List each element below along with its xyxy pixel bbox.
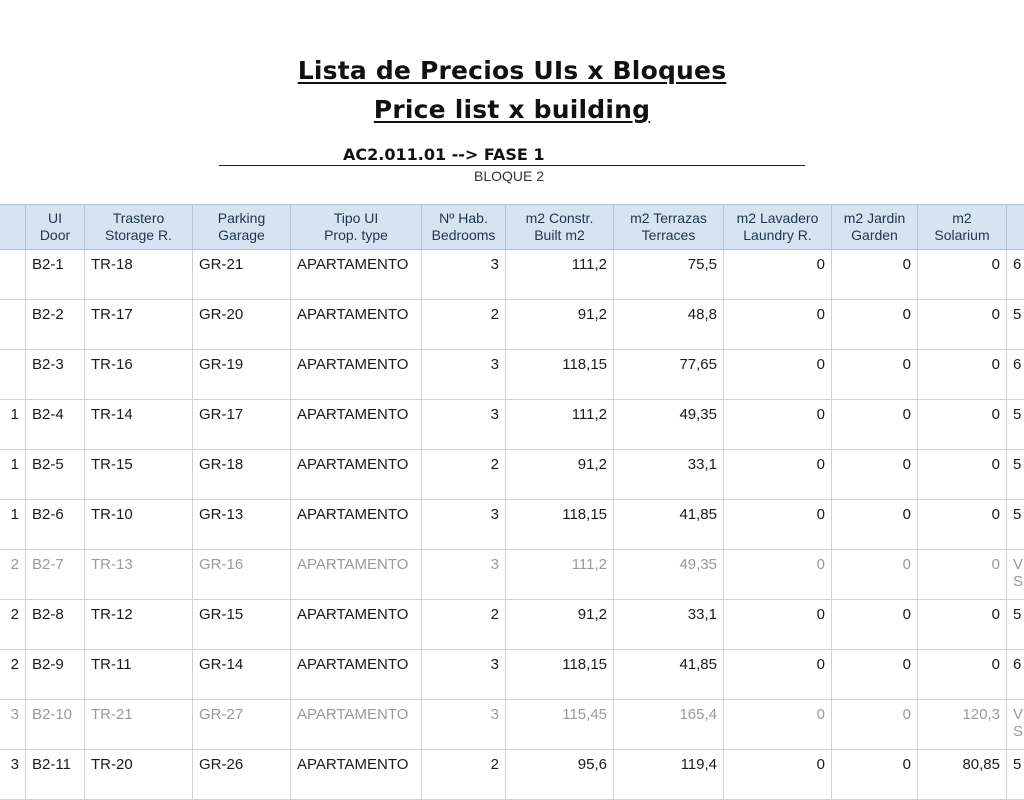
column-header-label: Nº Hab. xyxy=(422,210,505,227)
cell-laundry: 0 xyxy=(724,500,832,550)
cell-terraces: 33,1 xyxy=(614,600,724,650)
column-header-sublabel: Built m2 xyxy=(506,227,613,244)
column-header-door xyxy=(26,205,85,250)
cell-laundry: 0 xyxy=(724,300,832,350)
cell-storage: TR-12 xyxy=(85,600,193,650)
cell-laundry: 0 xyxy=(724,750,832,800)
block-label: BLOQUE 2 xyxy=(474,168,544,184)
cell-built: 111,2 xyxy=(506,250,614,300)
cell-tail-line1: 5 xyxy=(1013,606,1024,623)
cell-lead xyxy=(0,350,26,400)
cell-parking: GR-19 xyxy=(193,350,291,400)
cell-tail xyxy=(1007,450,1024,500)
table-row xyxy=(0,750,1024,800)
column-header-sublabel: Door xyxy=(26,227,84,244)
cell-bedrooms: 3 xyxy=(422,500,506,550)
cell-lead: 3 xyxy=(0,750,26,800)
cell-laundry: 0 xyxy=(724,700,832,750)
column-header-label: UI xyxy=(26,210,84,227)
cell-laundry: 0 xyxy=(724,650,832,700)
cell-garden: 0 xyxy=(832,250,918,300)
cell-solarium: 0 xyxy=(918,300,1007,350)
cell-storage: TR-10 xyxy=(85,500,193,550)
cell-lead xyxy=(0,300,26,350)
cell-tail-line1: V xyxy=(1013,706,1024,723)
cell-tail-line1: 6 xyxy=(1013,256,1024,273)
cell-solarium: 120,3 xyxy=(918,700,1007,750)
cell-parking: GR-15 xyxy=(193,600,291,650)
cell-parking: GR-18 xyxy=(193,450,291,500)
cell-garden: 0 xyxy=(832,700,918,750)
cell-storage: TR-16 xyxy=(85,350,193,400)
column-header-sublabel: Bedrooms xyxy=(422,227,505,244)
cell-bedrooms: 2 xyxy=(422,450,506,500)
cell-bedrooms: 2 xyxy=(422,750,506,800)
cell-built: 111,2 xyxy=(506,400,614,450)
cell-type: APARTAMENTO xyxy=(291,700,422,750)
column-header-sublabel: Garden xyxy=(832,227,917,244)
cell-terraces: 33,1 xyxy=(614,450,724,500)
column-header-type xyxy=(291,205,422,250)
cell-lead: 1 xyxy=(0,500,26,550)
cell-lead xyxy=(0,250,26,300)
cell-built: 118,15 xyxy=(506,500,614,550)
cell-storage: TR-11 xyxy=(85,650,193,700)
cell-garden: 0 xyxy=(832,550,918,600)
cell-tail-line1: 5 xyxy=(1013,406,1024,423)
table-row xyxy=(0,400,1024,450)
column-header-sublabel: Storage R. xyxy=(85,227,192,244)
cell-tail-line2: S xyxy=(1013,723,1024,740)
cell-laundry: 0 xyxy=(724,400,832,450)
cell-parking: GR-21 xyxy=(193,250,291,300)
cell-solarium: 0 xyxy=(918,650,1007,700)
cell-type: APARTAMENTO xyxy=(291,650,422,700)
cell-built: 118,15 xyxy=(506,650,614,700)
cell-storage: TR-18 xyxy=(85,250,193,300)
cell-parking: GR-14 xyxy=(193,650,291,700)
cell-door: B2-2 xyxy=(26,300,85,350)
cell-type: APARTAMENTO xyxy=(291,300,422,350)
cell-tail-line1: V xyxy=(1013,556,1024,573)
column-header-sublabel: Terraces xyxy=(614,227,723,244)
column-header-label: m2 xyxy=(918,210,1006,227)
cell-lead: 1 xyxy=(0,450,26,500)
cell-solarium: 0 xyxy=(918,400,1007,450)
cell-door: B2-4 xyxy=(26,400,85,450)
table-row xyxy=(0,650,1024,700)
cell-parking: GR-17 xyxy=(193,400,291,450)
document-title-english: Price list x building xyxy=(0,95,1024,124)
column-header-label: m2 Terrazas xyxy=(614,210,723,227)
cell-terraces: 48,8 xyxy=(614,300,724,350)
column-header-sublabel: Prop. type xyxy=(291,227,421,244)
cell-built: 91,2 xyxy=(506,450,614,500)
cell-door: B2-1 xyxy=(26,250,85,300)
cell-type: APARTAMENTO xyxy=(291,450,422,500)
cell-laundry: 0 xyxy=(724,600,832,650)
cell-storage: TR-17 xyxy=(85,300,193,350)
table-row xyxy=(0,300,1024,350)
table-body xyxy=(0,250,1024,800)
cell-laundry: 0 xyxy=(724,450,832,500)
cell-tail-line1: 5 xyxy=(1013,756,1024,773)
cell-type: APARTAMENTO xyxy=(291,250,422,300)
cell-garden: 0 xyxy=(832,600,918,650)
column-header-laundry xyxy=(724,205,832,250)
cell-built: 91,2 xyxy=(506,600,614,650)
column-header-sublabel: Laundry R. xyxy=(724,227,831,244)
column-header-label: Parking xyxy=(193,210,290,227)
table-header-row xyxy=(0,205,1024,250)
cell-tail xyxy=(1007,650,1024,700)
cell-garden: 0 xyxy=(832,300,918,350)
cell-door: B2-8 xyxy=(26,600,85,650)
cell-lead: 2 xyxy=(0,650,26,700)
cell-parking: GR-20 xyxy=(193,300,291,350)
cell-bedrooms: 3 xyxy=(422,550,506,600)
cell-storage: TR-14 xyxy=(85,400,193,450)
document-title-spanish: Lista de Precios UIs x Bloques xyxy=(0,56,1024,85)
column-header-bedrooms xyxy=(422,205,506,250)
cell-door: B2-5 xyxy=(26,450,85,500)
cell-type: APARTAMENTO xyxy=(291,750,422,800)
cell-tail xyxy=(1007,500,1024,550)
cell-garden: 0 xyxy=(832,450,918,500)
table-row xyxy=(0,700,1024,750)
price-table xyxy=(0,204,1024,800)
cell-storage: TR-20 xyxy=(85,750,193,800)
column-header-sublabel: Garage xyxy=(193,227,290,244)
cell-lead: 2 xyxy=(0,550,26,600)
cell-lead: 1 xyxy=(0,400,26,450)
cell-bedrooms: 3 xyxy=(422,700,506,750)
cell-bedrooms: 3 xyxy=(422,350,506,400)
table-row xyxy=(0,550,1024,600)
cell-tail-line2: S xyxy=(1013,573,1024,590)
cell-garden: 0 xyxy=(832,500,918,550)
column-header-parking xyxy=(193,205,291,250)
cell-built: 111,2 xyxy=(506,550,614,600)
cell-solarium: 0 xyxy=(918,350,1007,400)
column-header-label: m2 Constr. xyxy=(506,210,613,227)
cell-laundry: 0 xyxy=(724,350,832,400)
cell-terraces: 49,35 xyxy=(614,550,724,600)
column-header-label: Tipo UI xyxy=(291,210,421,227)
cell-door: B2-10 xyxy=(26,700,85,750)
cell-storage: TR-13 xyxy=(85,550,193,600)
cell-terraces: 77,65 xyxy=(614,350,724,400)
cell-solarium: 0 xyxy=(918,250,1007,300)
cell-solarium: 80,85 xyxy=(918,750,1007,800)
cell-terraces: 41,85 xyxy=(614,650,724,700)
cell-tail xyxy=(1007,300,1024,350)
cell-bedrooms: 3 xyxy=(422,650,506,700)
column-header-label: Trastero xyxy=(85,210,192,227)
table-row xyxy=(0,450,1024,500)
cell-solarium: 0 xyxy=(918,450,1007,500)
cell-built: 91,2 xyxy=(506,300,614,350)
cell-door: B2-11 xyxy=(26,750,85,800)
cell-bedrooms: 2 xyxy=(422,300,506,350)
column-header-lead xyxy=(0,205,26,250)
cell-tail xyxy=(1007,750,1024,800)
cell-laundry: 0 xyxy=(724,550,832,600)
cell-tail-line1: 6 xyxy=(1013,656,1024,673)
cell-garden: 0 xyxy=(832,750,918,800)
phase-divider xyxy=(219,165,805,166)
cell-terraces: 119,4 xyxy=(614,750,724,800)
column-header-sublabel: Solarium xyxy=(918,227,1006,244)
cell-tail xyxy=(1007,600,1024,650)
cell-terraces: 49,35 xyxy=(614,400,724,450)
cell-solarium: 0 xyxy=(918,550,1007,600)
table-row xyxy=(0,250,1024,300)
cell-built: 118,15 xyxy=(506,350,614,400)
cell-built: 95,6 xyxy=(506,750,614,800)
cell-door: B2-9 xyxy=(26,650,85,700)
cell-type: APARTAMENTO xyxy=(291,350,422,400)
cell-tail-line1: 5 xyxy=(1013,306,1024,323)
cell-garden: 0 xyxy=(832,350,918,400)
cell-door: B2-3 xyxy=(26,350,85,400)
cell-bedrooms: 3 xyxy=(422,250,506,300)
cell-bedrooms: 3 xyxy=(422,400,506,450)
cell-tail-line1: 5 xyxy=(1013,456,1024,473)
cell-tail xyxy=(1007,550,1024,600)
cell-garden: 0 xyxy=(832,400,918,450)
table-row xyxy=(0,600,1024,650)
cell-laundry: 0 xyxy=(724,250,832,300)
cell-type: APARTAMENTO xyxy=(291,550,422,600)
column-header-built xyxy=(506,205,614,250)
cell-door: B2-7 xyxy=(26,550,85,600)
column-header-terraces xyxy=(614,205,724,250)
cell-lead: 2 xyxy=(0,600,26,650)
cell-parking: GR-16 xyxy=(193,550,291,600)
cell-tail-line1: 5 xyxy=(1013,506,1024,523)
column-header-solarium xyxy=(918,205,1007,250)
cell-built: 115,45 xyxy=(506,700,614,750)
phase-label: AC2.011.01 --> FASE 1 xyxy=(343,145,545,164)
cell-tail xyxy=(1007,400,1024,450)
column-header-tail xyxy=(1007,205,1024,250)
cell-parking: GR-27 xyxy=(193,700,291,750)
table-row xyxy=(0,350,1024,400)
column-header-garden xyxy=(832,205,918,250)
column-header-storage xyxy=(85,205,193,250)
cell-storage: TR-21 xyxy=(85,700,193,750)
column-header-label: m2 Lavadero xyxy=(724,210,831,227)
cell-tail-line1: 6 xyxy=(1013,356,1024,373)
cell-bedrooms: 2 xyxy=(422,600,506,650)
cell-storage: TR-15 xyxy=(85,450,193,500)
cell-parking: GR-26 xyxy=(193,750,291,800)
cell-tail xyxy=(1007,350,1024,400)
cell-terraces: 165,4 xyxy=(614,700,724,750)
cell-terraces: 75,5 xyxy=(614,250,724,300)
column-header-label: m2 Jardin xyxy=(832,210,917,227)
table-row xyxy=(0,500,1024,550)
cell-garden: 0 xyxy=(832,650,918,700)
cell-tail xyxy=(1007,700,1024,750)
cell-terraces: 41,85 xyxy=(614,500,724,550)
cell-solarium: 0 xyxy=(918,500,1007,550)
cell-parking: GR-13 xyxy=(193,500,291,550)
cell-type: APARTAMENTO xyxy=(291,600,422,650)
cell-door: B2-6 xyxy=(26,500,85,550)
cell-lead: 3 xyxy=(0,700,26,750)
cell-type: APARTAMENTO xyxy=(291,500,422,550)
cell-solarium: 0 xyxy=(918,600,1007,650)
cell-tail xyxy=(1007,250,1024,300)
cell-type: APARTAMENTO xyxy=(291,400,422,450)
